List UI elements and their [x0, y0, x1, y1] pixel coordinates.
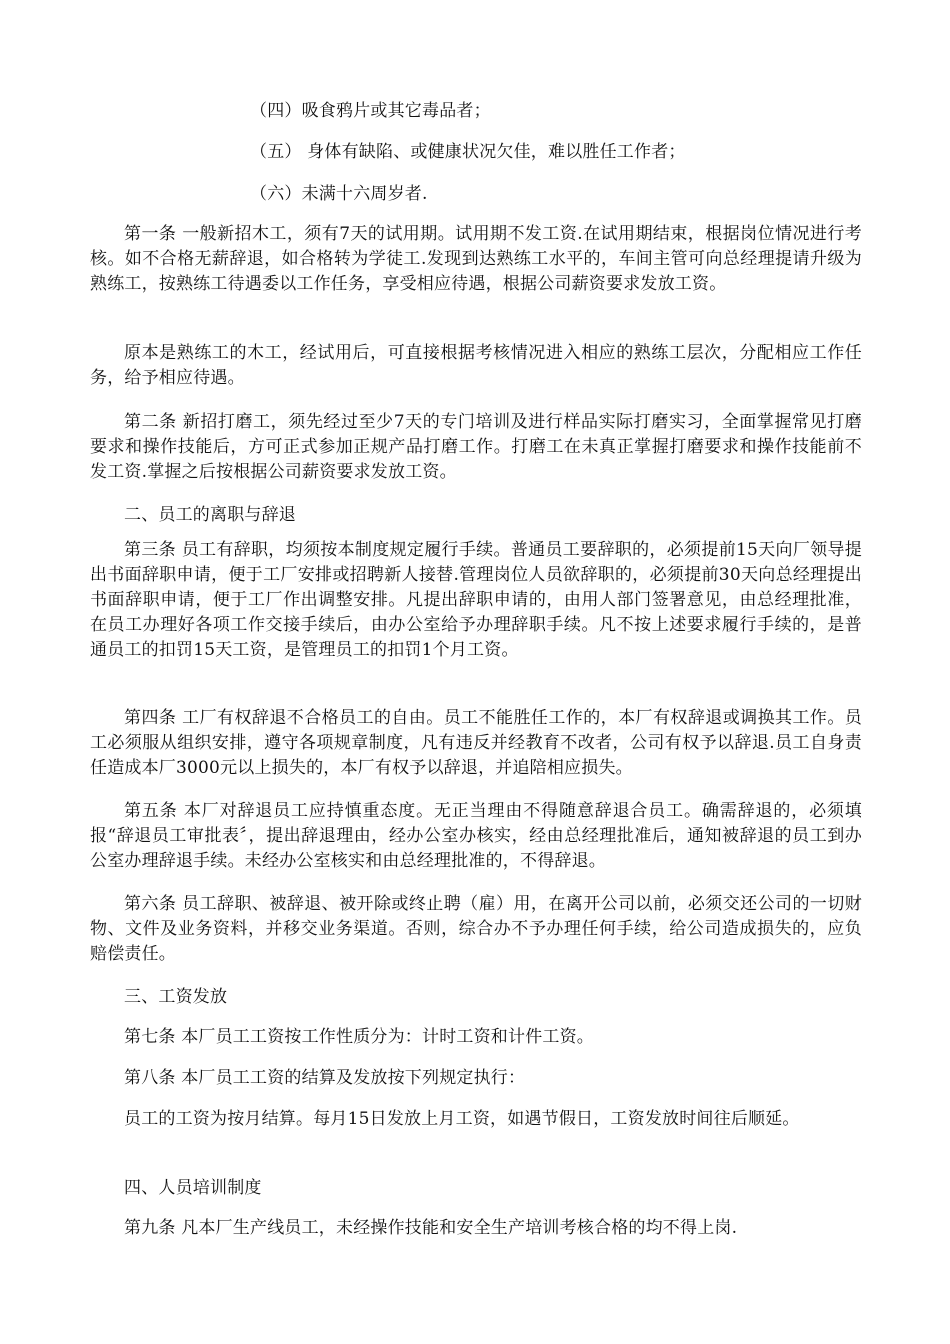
article-6: 第六条 员工辞职、被辞退、被开除或终止聘（雇）用，在离开公司以前，必须交还公司的一切财物、文件及业务资料，并移交业务渠道。否则，综合办不予办理任何手续，给公司造成损失的，应负赔偿责任。: [90, 894, 862, 964]
paragraph-experienced-carpenter: 原本是熟练工的木工，经试用后，可直接根据考核情况进入相应的熟练工层次，分配相应工作任务，给予相应待遇。: [90, 343, 862, 388]
article-7: 第七条 本厂员工工资按工作性质分为：计时工资和计件工资。: [124, 1027, 595, 1047]
list-item-5: （五） 身体有缺陷、或健康状况欠佳，难以胜任工作者；: [250, 142, 686, 162]
section-heading-4: 四、人员培训制度: [124, 1178, 262, 1198]
paragraph-salary-monthly: 员工的工资为按月结算。每月15日发放上月工资，如遇节假日，工资发放时间往后顺延。: [124, 1109, 800, 1129]
document-page: [90, 0, 862, 1344]
list-item-4: （四）吸食鸦片或其它毒品者；: [250, 101, 491, 121]
article-5: 第五条 本厂对辞退员工应持慎重态度。无正当理由不得随意辞退合员工。确需辞退的，必须填报“辞退员工审批表〞，提出辞退理由，经办公室办核实，经由总经理批准后，通知被辞退的员工到办公室办理辞退手续。未经办公室核实和由总经理批准的，不得辞退。: [90, 801, 862, 871]
article-4: 第四条 工厂有权辞退不合格员工的自由。员工不能胜任工作的，本厂有权辞退或调换其工作。员工必须服从组织安排，遵守各项规章制度，凡有违反并经教育不改者，公司有权予以辞退.员工自身责任造成本厂3000元以上损失的，本厂有权予以辞退，并追陪相应损失。: [90, 708, 862, 778]
article-9: 第九条 凡本厂生产线员工，未经操作技能和安全生产培训考核合格的均不得上岗.: [124, 1218, 738, 1238]
section-heading-3: 三、工资发放: [124, 987, 228, 1007]
section-heading-2: 二、员工的离职与辞退: [124, 505, 296, 525]
list-item-6: （六）未满十六周岁者.: [250, 184, 428, 204]
article-8: 第八条 本厂员工工资的结算及发放按下列规定执行：: [124, 1068, 526, 1088]
article-2: 第二条 新招打磨工，须先经过至少7天的专门培训及进行样品实际打磨实习，全面掌握常见打磨要求和操作技能后，方可正式参加正规产品打磨工作。打磨工在未真正掌握打磨要求和操作技能前不发工资.掌握之后按根据公司薪资要求发放工资。: [90, 412, 862, 482]
article-3: 第三条 员工有辞职，均须按本制度规定履行手续。普通员工要辞职的，必须提前15天向厂领导提出书面辞职申请，便于工厂安排或招聘新人接替.管理岗位人员欲辞职的，必须提前30天向总经理提出书面辞职申请，便于工厂作出调整安排。凡提出辞职申请的，由用人部门签署意见，由总经理批准，在员工办理好各项工作交接手续后，由办公室给予办理辞职手续。凡不按上述要求履行手续的，是普通员工的扣罚15天工资，是管理员工的扣罚1个月工资。: [90, 540, 862, 660]
article-1: 第一条 一般新招木工，须有7天的试用期。试用期不发工资.在试用期结束，根据岗位情况进行考核。如不合格无薪辞退，如合格转为学徒工.发现到达熟练工水平的，车间主管可向总经理提请升级为熟练工，按熟练工待遇委以工作任务，享受相应待遇，根据公司薪资要求发放工资。: [90, 224, 862, 294]
